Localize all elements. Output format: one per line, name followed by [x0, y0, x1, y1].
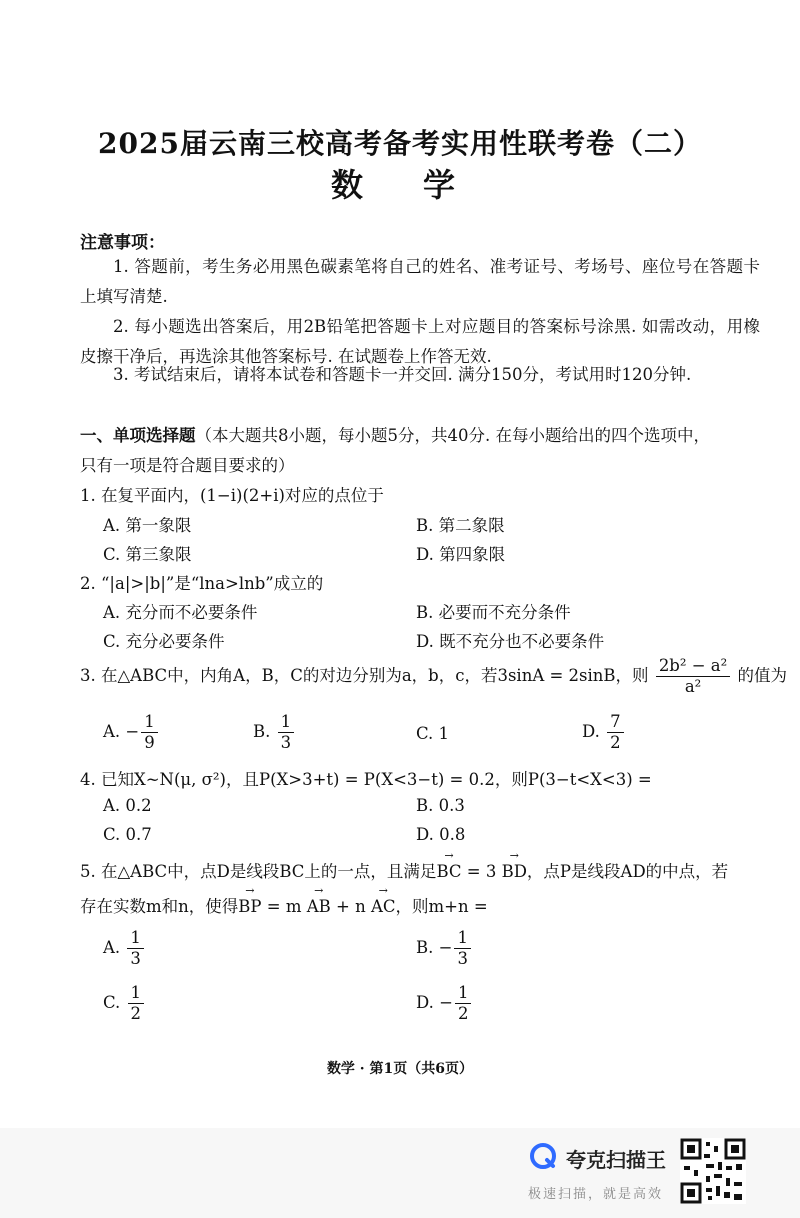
vector-bp: → BP [238, 897, 261, 916]
q5-option-b [416, 928, 473, 969]
q5-b-num: 1 [454, 928, 471, 949]
q1-option-c: C. 第三象限 [103, 545, 192, 564]
q5-option-c [103, 983, 146, 1024]
q5-a-label: A. [103, 938, 121, 957]
qr-code-icon [680, 1138, 746, 1204]
q5-text-e: = m [261, 897, 307, 916]
q5-b-sign: − [438, 938, 453, 957]
q3-stem [80, 656, 787, 697]
q4-stem: 4. 已知X~N(μ, σ²)，且P(X>3+t) = P(X<3−t) = 0.2，则P(3−t<X<3) = [80, 770, 652, 789]
vector-ac: → AC [371, 897, 396, 916]
q5-b-frac [454, 928, 471, 969]
q5-d-num: 1 [455, 983, 472, 1004]
q5-b-label: B. [416, 938, 434, 957]
notice-heading: 注意事项： [80, 233, 165, 253]
q5-c-den: 2 [130, 1004, 142, 1023]
q4-option-d: D. 0.8 [416, 825, 466, 844]
page-footer: 数学 · 第1页（共6页） [326, 1061, 474, 1077]
q3-fraction [656, 656, 730, 697]
q3-b-frac [278, 712, 295, 753]
q2-option-a: A. 充分而不必要条件 [103, 603, 258, 622]
notice-item-2: 2. 每小题选出答案后，用2B铅笔把答题卡上对应题目的答案标号涂黑. 如需改动，用橡皮擦干净后，再选涂其他答案标号. 在试题卷上作答无效. [80, 317, 760, 366]
q3-b-label: B. [253, 722, 271, 741]
q3-option-b [253, 712, 296, 753]
q3-d-frac [607, 712, 624, 753]
scanner-slogan: 极速扫描，就是高效 [528, 1187, 664, 1202]
q5-text-b: = 3 [461, 862, 502, 881]
q3-option-d [582, 712, 626, 753]
q2-option-d: D. 既不充分也不必要条件 [416, 632, 605, 651]
vector-bc: → BC [436, 862, 461, 881]
vector-bd: → BD [502, 862, 527, 881]
q3-a-frac [141, 712, 158, 753]
section-desc-1: （本大题共8小题，每小题5分，共40分. 在每小题给出的四个选项中， [195, 426, 710, 445]
q5-option-d [416, 983, 473, 1024]
q2-option-c: C. 充分必要条件 [103, 632, 225, 651]
q3-b-den: 3 [280, 733, 292, 752]
q3-fraction-den: a² [684, 677, 702, 696]
q5-d-sign: − [439, 993, 453, 1012]
q3-stem-text: 3. 在△ABC中，内角A，B，C的对边分别为a，b，c，若3sinA = 2sinB，则 [80, 666, 649, 685]
quark-logo-icon [530, 1143, 556, 1169]
scanner-brand: 夸克扫描王 [566, 1148, 666, 1172]
q5-d-frac [455, 983, 472, 1024]
q5-d-label: D. [416, 993, 434, 1012]
q5-text-c: ，点P是线段AD的中点，若 [526, 862, 729, 881]
subject-title: 数 学 [330, 166, 469, 204]
exam-title: 2025届云南三校高考备考实用性联考卷（二） [98, 127, 702, 160]
q3-d-den: 2 [610, 733, 621, 752]
section-heading [80, 422, 710, 446]
q5-option-a [103, 928, 146, 969]
q5-text-d: 存在实数m和n，使得 [80, 897, 239, 916]
section-title: 一、单项选择题 [80, 426, 196, 445]
q5-text-g: ，则m+n = [395, 897, 488, 916]
q3-b-num: 1 [278, 712, 295, 733]
q3-stem-end: 的值为 [737, 666, 788, 685]
q3-d-num: 7 [607, 712, 624, 733]
q5-stem-line1 [80, 858, 728, 882]
q3-fraction-num: 2b² − a² [656, 656, 730, 677]
q3-a-num: 1 [141, 712, 158, 733]
q1-option-b: B. 第二象限 [416, 516, 505, 535]
q5-a-den: 3 [130, 949, 141, 968]
q5-text-a: 5. 在△ABC中，点D是线段BC上的一点，且满足 [80, 862, 437, 881]
q1-stem: 1. 在复平面内，(1−i)(2+i)对应的点位于 [80, 486, 384, 505]
q5-stem-line2 [80, 893, 488, 917]
q1-option-a: A. 第一象限 [103, 516, 192, 535]
q3-a-den: 9 [144, 733, 155, 752]
q3-a-sign: − [125, 722, 140, 741]
q2-option-b: B. 必要而不充分条件 [416, 603, 571, 622]
section-desc-2: 只有一项是符合题目要求的） [80, 456, 295, 475]
q3-a-label: A. [103, 722, 121, 741]
q2-stem: 2. “|a|>|b|”是“lna>lnb”成立的 [80, 574, 324, 593]
q5-c-label: C. [103, 993, 121, 1012]
q3-option-a [103, 712, 160, 753]
q5-a-num: 1 [127, 928, 144, 949]
q5-text-f: + n [330, 897, 371, 916]
q4-option-c: C. 0.7 [103, 825, 152, 844]
q4-option-b: B. 0.3 [416, 796, 465, 815]
q5-c-frac [128, 983, 145, 1024]
notice-item-3: 3. 考试结束后，请将本试卷和答题卡一并交回. 满分150分，考试用时120分钟. [113, 365, 692, 384]
q4-option-a: A. 0.2 [103, 796, 152, 815]
q5-a-frac [127, 928, 144, 969]
q5-b-den: 3 [457, 949, 468, 968]
q5-d-den: 2 [457, 1004, 469, 1023]
q1-option-d: D. 第四象限 [416, 545, 506, 564]
notice-item-1: 1. 答题前，考生务必用黑色碳素笔将自己的姓名、准考证号、考场号、座位号在答题卡上填写清楚. [80, 257, 760, 306]
q5-c-num: 1 [128, 983, 145, 1004]
q3-d-label: D. [582, 722, 600, 741]
vector-ab: → AB [307, 897, 331, 916]
q3-option-c: C. 1 [416, 724, 450, 743]
